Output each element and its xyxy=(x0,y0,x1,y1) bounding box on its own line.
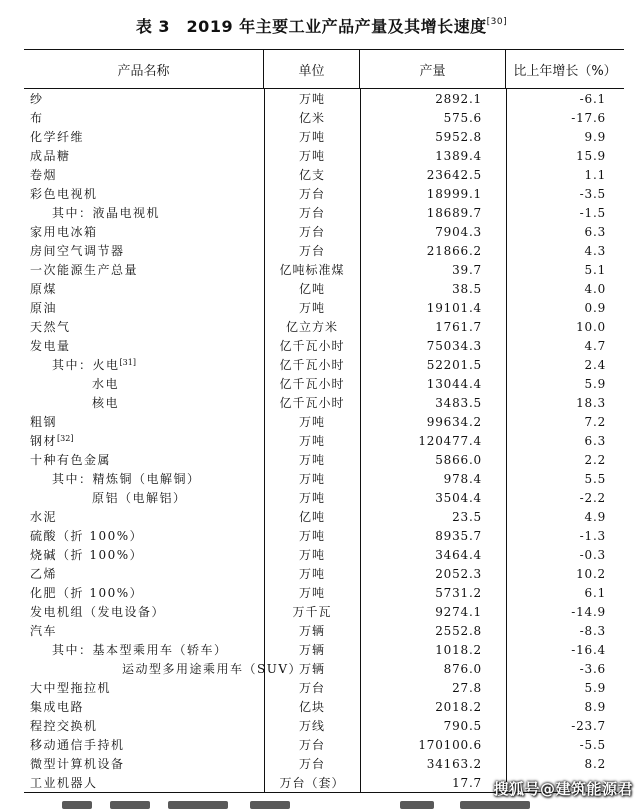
cell-unit: 万辆 xyxy=(298,662,325,676)
product-name-text: 微型计算机设备 xyxy=(30,757,125,771)
cut-off-next-line xyxy=(0,799,643,807)
cell-product-name xyxy=(24,451,264,468)
cell-product-name xyxy=(24,432,264,449)
table-row xyxy=(24,583,624,602)
product-name-text: 程控交换机 xyxy=(30,719,98,733)
header-unit: 单位 xyxy=(264,50,360,88)
cell-output: 3464.4 xyxy=(435,547,482,562)
cell-unit: 万吨 xyxy=(298,130,325,144)
cell-growth: 5.9 xyxy=(584,680,606,695)
cell-output: 3504.4 xyxy=(435,490,482,505)
cell-growth: -17.6 xyxy=(571,110,606,125)
cell-unit: 万吨 xyxy=(298,434,325,448)
cell-unit: 万吨 xyxy=(298,567,325,581)
cell-growth: -23.7 xyxy=(571,718,606,733)
cell-product-name xyxy=(24,584,264,601)
cell-product-name xyxy=(24,128,264,145)
cell-product-name xyxy=(24,147,264,164)
cell-growth: -1.3 xyxy=(579,528,606,543)
column-divider xyxy=(264,89,265,792)
cell-product-name xyxy=(24,337,264,354)
product-name-text: 工业机器人 xyxy=(30,776,98,790)
product-name-text: 核电 xyxy=(92,396,120,410)
header-output: 产量 xyxy=(360,50,506,88)
cell-product-name xyxy=(24,565,264,582)
watermark-text: 搜狐号@建筑能源君 xyxy=(493,780,633,798)
cell-unit: 万台（套） xyxy=(279,776,345,790)
cell-output: 120477.4 xyxy=(418,433,482,448)
cell-growth: 2.4 xyxy=(584,357,606,372)
cell-output: 99634.2 xyxy=(426,414,482,429)
cell-output: 1389.4 xyxy=(435,148,482,163)
cell-product-name xyxy=(24,280,264,297)
product-name-text: 原铝（电解铝） xyxy=(92,491,187,505)
cell-output: 5866.0 xyxy=(435,452,482,467)
cell-growth: 10.0 xyxy=(576,319,606,334)
cell-output: 3483.5 xyxy=(435,395,482,410)
cell-output: 5731.2 xyxy=(435,585,482,600)
cell-growth: 4.3 xyxy=(584,243,606,258)
cell-output: 34163.2 xyxy=(426,756,482,771)
cell-unit: 万吨 xyxy=(298,415,325,429)
cell-unit: 亿千瓦小时 xyxy=(279,358,345,372)
product-name-text: 其中：精炼铜（电解铜） xyxy=(52,472,201,486)
cell-unit: 万吨 xyxy=(298,92,325,106)
cell-growth: 8.9 xyxy=(584,699,606,714)
table-row xyxy=(24,279,624,298)
cell-product-name xyxy=(24,660,303,677)
table-row xyxy=(24,754,624,773)
product-name-text: 钢材 xyxy=(30,434,58,448)
cell-growth: -6.1 xyxy=(579,91,606,106)
table-row xyxy=(24,678,624,697)
cell-unit: 万台 xyxy=(298,244,325,258)
table-row xyxy=(24,127,624,146)
cell-product-name xyxy=(24,318,264,335)
cell-product-name xyxy=(24,679,264,696)
table-row xyxy=(24,659,624,678)
cell-growth: -2.2 xyxy=(579,490,606,505)
cell-unit: 亿吨 xyxy=(298,510,325,524)
table-row xyxy=(24,735,624,754)
cell-output: 876.0 xyxy=(443,661,482,676)
cell-product-name xyxy=(24,261,264,278)
cell-growth: -14.9 xyxy=(571,604,606,619)
table-row xyxy=(24,203,624,222)
cell-unit: 亿千瓦小时 xyxy=(279,377,345,391)
product-name-text: 房间空气调节器 xyxy=(30,244,125,258)
cell-growth: 5.9 xyxy=(584,376,606,391)
cell-growth: 6.3 xyxy=(584,224,606,239)
cell-product-name xyxy=(24,223,264,240)
cell-output: 2052.3 xyxy=(435,566,482,581)
table-row xyxy=(24,488,624,507)
product-name-text: 大中型拖拉机 xyxy=(30,681,112,695)
table-row xyxy=(24,108,624,127)
product-name-text: 原油 xyxy=(30,301,58,315)
cell-growth: 10.2 xyxy=(576,566,606,581)
cell-unit: 万吨 xyxy=(298,529,325,543)
product-name-text: 发电机组（发电设备） xyxy=(30,605,166,619)
product-name-text: 一次能源生产总量 xyxy=(30,263,139,277)
cell-output: 52201.5 xyxy=(426,357,482,372)
table-body xyxy=(24,89,624,792)
cell-growth: -3.6 xyxy=(579,661,606,676)
cell-product-name xyxy=(24,641,264,658)
cell-output: 170100.6 xyxy=(418,737,482,752)
table-row xyxy=(24,640,624,659)
product-name-text: 水电 xyxy=(92,377,120,391)
footnote-marker: [32] xyxy=(57,434,74,443)
cell-growth: -1.5 xyxy=(579,205,606,220)
cell-unit: 亿块 xyxy=(298,700,325,714)
cell-output: 21866.2 xyxy=(426,243,482,258)
product-name-text: 运动型多用途乘用车（SUV） xyxy=(122,662,303,676)
product-name-text: 卷烟 xyxy=(30,168,58,182)
cell-product-name xyxy=(24,717,264,734)
product-name-text: 天然气 xyxy=(30,320,71,334)
cell-growth: 6.1 xyxy=(584,585,606,600)
product-name-text: 汽车 xyxy=(30,624,58,638)
cell-unit: 万台 xyxy=(298,757,325,771)
cell-product-name xyxy=(24,470,264,487)
product-name-text: 集成电路 xyxy=(30,700,85,714)
product-name-text: 乙烯 xyxy=(30,567,58,581)
cell-unit: 万吨 xyxy=(298,472,325,486)
cell-growth: 9.9 xyxy=(584,129,606,144)
cell-unit: 万台 xyxy=(298,187,325,201)
table-header xyxy=(24,50,624,89)
cell-unit: 万辆 xyxy=(298,624,325,638)
product-name-text: 烧碱（折 100%） xyxy=(30,548,144,562)
table-row xyxy=(24,450,624,469)
table-row xyxy=(24,469,624,488)
table-row xyxy=(24,526,624,545)
cell-output: 23.5 xyxy=(452,509,482,524)
product-name-text: 布 xyxy=(30,111,44,125)
product-name-text: 其中：基本型乘用车（轿车） xyxy=(52,643,228,657)
cell-growth: -8.3 xyxy=(579,623,606,638)
cell-product-name xyxy=(24,755,264,772)
cell-product-name xyxy=(24,736,264,753)
cell-unit: 万吨 xyxy=(298,586,325,600)
cell-unit: 亿千瓦小时 xyxy=(279,396,345,410)
table-row xyxy=(24,241,624,260)
cell-growth: 1.1 xyxy=(584,167,606,182)
cell-output: 575.6 xyxy=(443,110,482,125)
table-row xyxy=(24,431,624,450)
cell-product-name xyxy=(24,356,264,373)
table-row xyxy=(24,393,624,412)
cell-product-name xyxy=(24,698,264,715)
cell-unit: 亿千瓦小时 xyxy=(279,339,345,353)
cell-output: 1761.7 xyxy=(435,319,482,334)
cell-output: 13044.4 xyxy=(426,376,482,391)
table-row xyxy=(24,507,624,526)
header-growth: 比上年增长（%） xyxy=(513,63,617,79)
product-name-text: 粗钢 xyxy=(30,415,58,429)
product-name-text: 家用电冰箱 xyxy=(30,225,98,239)
cell-product-name xyxy=(24,109,264,126)
cell-unit: 万台 xyxy=(298,225,325,239)
cell-unit: 万千瓦 xyxy=(292,605,332,619)
cell-output: 19101.4 xyxy=(426,300,482,315)
cell-product-name xyxy=(24,375,264,392)
cell-growth: 2.2 xyxy=(584,452,606,467)
cell-output: 18689.7 xyxy=(426,205,482,220)
cell-product-name xyxy=(24,204,264,221)
table-row xyxy=(24,298,624,317)
cell-growth: 0.9 xyxy=(584,300,606,315)
cell-growth: 6.3 xyxy=(584,433,606,448)
table-title xyxy=(0,14,643,37)
cell-product-name xyxy=(24,413,264,430)
product-name-text: 水泥 xyxy=(30,510,58,524)
cell-output: 75034.3 xyxy=(426,338,482,353)
product-name-text: 原煤 xyxy=(30,282,58,296)
table-row xyxy=(24,317,624,336)
table-row xyxy=(24,716,624,735)
table-row xyxy=(24,146,624,165)
product-name-text: 纱 xyxy=(30,92,44,106)
cell-product-name xyxy=(24,774,264,791)
table-row xyxy=(24,564,624,583)
cell-product-name xyxy=(24,394,264,411)
table-row xyxy=(24,89,624,108)
cell-unit: 亿立方米 xyxy=(285,320,338,334)
table-row xyxy=(24,697,624,716)
cell-output: 7904.3 xyxy=(435,224,482,239)
cell-unit: 万台 xyxy=(298,738,325,752)
cell-growth: 7.2 xyxy=(584,414,606,429)
cell-output: 1018.2 xyxy=(435,642,482,657)
cell-unit: 亿米 xyxy=(298,111,325,125)
cell-unit: 万吨 xyxy=(298,301,325,315)
cell-growth: -0.3 xyxy=(579,547,606,562)
cell-growth: -3.5 xyxy=(579,186,606,201)
cell-growth: 4.9 xyxy=(584,509,606,524)
cell-product-name xyxy=(24,489,264,506)
cell-product-name xyxy=(24,299,264,316)
product-name-text: 成品糖 xyxy=(30,149,71,163)
cell-output: 2552.8 xyxy=(435,623,482,638)
cell-unit: 万台 xyxy=(298,681,325,695)
cell-growth: 18.3 xyxy=(576,395,606,410)
product-name-text: 其中：液晶电视机 xyxy=(52,206,161,220)
product-name-text: 彩色电视机 xyxy=(30,187,98,201)
table-row xyxy=(24,621,624,640)
cell-product-name xyxy=(24,185,264,202)
cell-growth: 4.0 xyxy=(584,281,606,296)
cell-product-name xyxy=(24,603,264,620)
cell-output: 790.5 xyxy=(443,718,482,733)
table-row xyxy=(24,412,624,431)
table-row xyxy=(24,336,624,355)
cell-output: 8935.7 xyxy=(435,528,482,543)
column-divider xyxy=(506,89,507,792)
table-row xyxy=(24,374,624,393)
cell-product-name xyxy=(24,508,264,525)
table-row xyxy=(24,184,624,203)
cell-product-name xyxy=(24,622,264,639)
product-name-text: 硫酸（折 100%） xyxy=(30,529,144,543)
table-row xyxy=(24,545,624,564)
production-table xyxy=(24,49,624,793)
product-name-text: 其中：火电 xyxy=(52,358,120,372)
table-row xyxy=(24,165,624,184)
cell-growth: 15.9 xyxy=(576,148,606,163)
product-name-text: 移动通信手持机 xyxy=(30,738,125,752)
header-product-name: 产品名称 xyxy=(24,50,264,88)
cell-product-name xyxy=(24,546,264,563)
cell-growth: 5.1 xyxy=(584,262,606,277)
product-name-text: 化学纤维 xyxy=(30,130,85,144)
cell-unit: 万辆 xyxy=(298,643,325,657)
cell-product-name xyxy=(24,242,264,259)
cell-growth: -5.5 xyxy=(579,737,606,752)
table-row xyxy=(24,602,624,621)
table-row xyxy=(24,355,624,374)
cell-product-name xyxy=(24,527,264,544)
cell-unit: 万吨 xyxy=(298,149,325,163)
cell-output: 18999.1 xyxy=(426,186,482,201)
cell-unit: 亿吨 xyxy=(298,282,325,296)
cell-growth: 5.5 xyxy=(584,471,606,486)
cell-output: 39.7 xyxy=(452,262,482,277)
title-footnote: [30] xyxy=(486,17,508,27)
cell-unit: 亿吨标准煤 xyxy=(279,263,345,277)
cell-output: 9274.1 xyxy=(435,604,482,619)
cell-unit: 万台 xyxy=(298,206,325,220)
cell-output: 17.7 xyxy=(452,775,482,790)
table-title-text: 表 3 2019 年主要工业产品产量及其增长速度 xyxy=(135,17,487,36)
cell-output: 5952.8 xyxy=(435,129,482,144)
cell-unit: 万线 xyxy=(298,719,325,733)
footnote-marker: [31] xyxy=(119,358,136,367)
product-name-text: 化肥（折 100%） xyxy=(30,586,144,600)
cell-growth: 8.2 xyxy=(584,756,606,771)
table-row xyxy=(24,260,624,279)
cell-unit: 万吨 xyxy=(298,491,325,505)
cell-output: 38.5 xyxy=(452,281,482,296)
cell-growth: 4.7 xyxy=(584,338,606,353)
cell-growth: -16.4 xyxy=(571,642,606,657)
column-divider xyxy=(360,89,361,792)
cell-output: 27.8 xyxy=(452,680,482,695)
cell-output: 23642.5 xyxy=(426,167,482,182)
cell-unit: 亿支 xyxy=(298,168,325,182)
cell-product-name xyxy=(24,90,264,107)
table-row xyxy=(24,222,624,241)
cell-output: 978.4 xyxy=(443,471,482,486)
product-name-text: 十种有色金属 xyxy=(30,453,112,467)
cell-unit: 万吨 xyxy=(298,548,325,562)
product-name-text: 发电量 xyxy=(30,339,71,353)
cell-output: 2892.1 xyxy=(435,91,482,106)
cell-output: 2018.2 xyxy=(435,699,482,714)
cell-product-name xyxy=(24,166,264,183)
cell-unit: 万吨 xyxy=(298,453,325,467)
